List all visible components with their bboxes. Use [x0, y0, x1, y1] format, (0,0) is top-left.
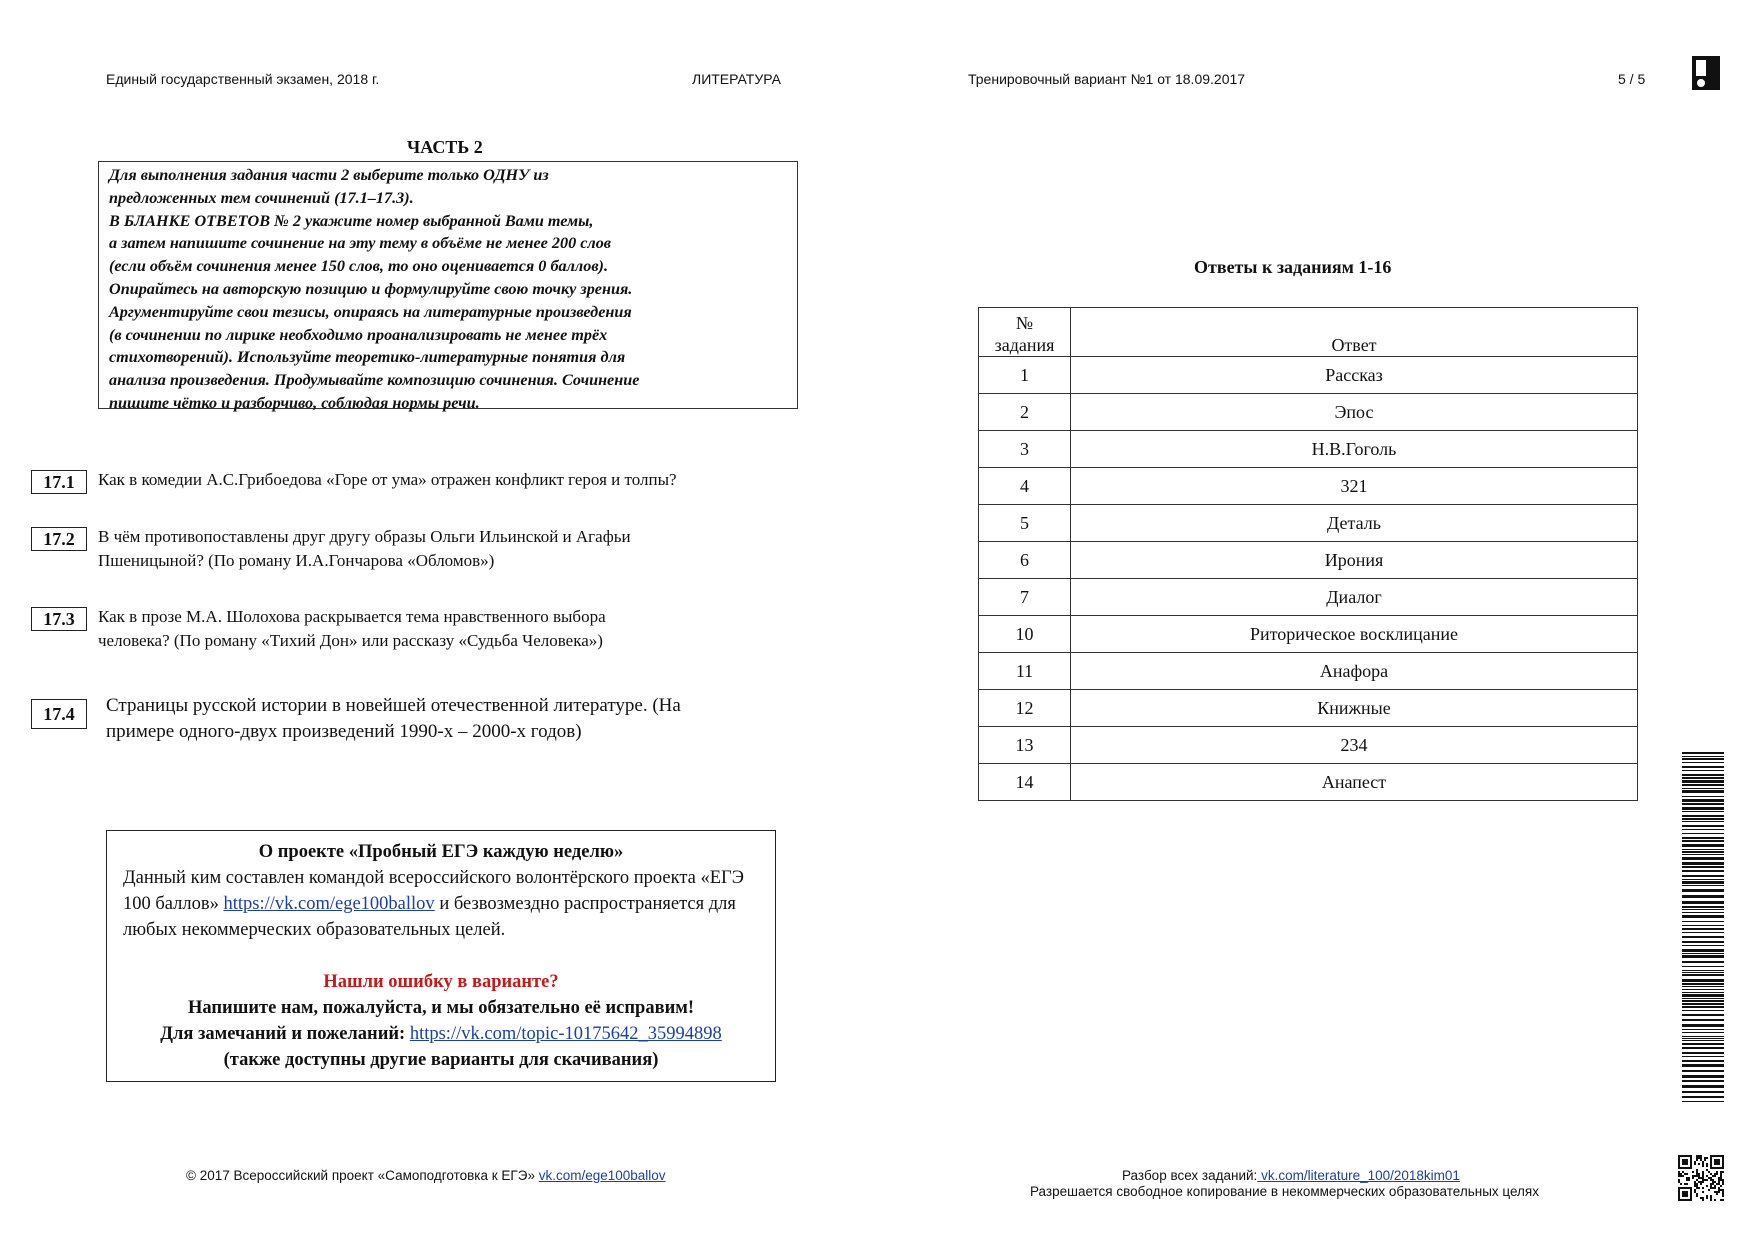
task-number-cell: 3 — [979, 431, 1071, 468]
table-row — [979, 653, 1638, 690]
remarks-line — [123, 1021, 759, 1047]
table-header-row — [979, 308, 1638, 357]
barcode-icon — [1682, 752, 1724, 1102]
task-number: 17.2 — [31, 527, 87, 551]
task-number-cell: 12 — [979, 690, 1071, 727]
column-header-number-line: задания — [994, 335, 1055, 355]
instruction-line: Для выполнения задания части 2 выберите только ОДНУ из — [109, 166, 549, 184]
instruction-line: В БЛАНКЕ ОТВЕТОВ № 2 укажите номер выбранной Вами темы, — [109, 211, 594, 230]
task-text — [106, 693, 806, 745]
instructions-box — [98, 161, 798, 412]
task-number-cell: 7 — [979, 579, 1071, 616]
answer-cell: Риторическое восклицание — [1071, 616, 1638, 653]
task-line: В чём противопоставлены друг другу образы Ольги Ильинской и Агафьи — [98, 527, 631, 546]
write-us-text: Напишите нам, пожалуйста, и мы обязательно её исправим! — [188, 998, 694, 1018]
table-row — [979, 727, 1638, 764]
task-text — [98, 605, 798, 653]
instruction-line: предложенных тем сочинений (17.1–17.3). — [109, 188, 414, 207]
table-row — [979, 357, 1638, 394]
task-number-cell: 4 — [979, 468, 1071, 505]
analysis-label: Разбор всех заданий: — [1122, 1168, 1258, 1183]
copyright-text: © 2017 Всероссийский проект «Самоподготовка к ЕГЭ» — [186, 1168, 535, 1183]
answer-cell: 234 — [1071, 727, 1638, 764]
task-line: человека? (По роману «Тихий Дон» или рассказу «Судьба Человека») — [98, 631, 603, 650]
column-header-number-line: № — [1015, 313, 1034, 333]
header-page-number: 5 / 5 — [1618, 71, 1646, 87]
table-row — [979, 394, 1638, 431]
task-text — [98, 525, 798, 573]
task-number-cell: 2 — [979, 394, 1071, 431]
answer-cell: Книжные — [1071, 690, 1638, 727]
task-number-cell: 6 — [979, 542, 1071, 579]
task-line: Как в прозе М.А. Шолохова раскрывается тема нравственного выбора — [98, 607, 606, 626]
task-number: 17.3 — [31, 607, 87, 631]
answers-title: Ответы к заданиям 1-16 — [1194, 257, 1392, 277]
error-question: Нашли ошибку в варианте? — [323, 972, 559, 992]
instruction-line: (если объём сочинения менее 150 слов, то оно оценивается 0 баллов). — [109, 257, 608, 276]
task-number-cell: 5 — [979, 505, 1071, 542]
topic-link[interactable]: https://vk.com/topic-10175642_35994898 — [409, 1024, 722, 1044]
answer-cell: Анапест — [1071, 764, 1638, 801]
about-title: О проекте «Пробный ЕГЭ каждую неделю» — [258, 842, 624, 862]
about-text: Данный ким составлен командой всероссийского волонтёрского проекта «ЕГЭ 100 баллов» — [123, 868, 744, 914]
answers-table — [978, 307, 1638, 801]
task-line: Пшеницыной? (По роману И.А.Гончарова «Обломов») — [98, 551, 495, 570]
copyright-link[interactable]: vk.com/ege100ballov — [538, 1168, 666, 1183]
table-row — [979, 468, 1638, 505]
task-line: Как в комедии А.С.Грибоедова «Горе от ума» отражен конфликт героя и толпы? — [98, 470, 677, 489]
project-link[interactable]: https://vk.com/ege100ballov — [223, 894, 435, 914]
task-text — [98, 468, 798, 492]
answer-cell: Деталь — [1071, 505, 1638, 542]
answer-cell: 321 — [1071, 468, 1638, 505]
table-row — [979, 431, 1638, 468]
answer-cell: Анафора — [1071, 653, 1638, 690]
task-number-cell: 10 — [979, 616, 1071, 653]
instruction-line: а затем напишите сочинение на эту тему в объёме не менее 200 слов — [109, 234, 612, 253]
task-number-cell: 11 — [979, 653, 1071, 690]
table-row — [979, 542, 1638, 579]
task-number-cell: 13 — [979, 727, 1071, 764]
header-exam: Единый государственный экзамен, 2018 г. — [106, 71, 380, 87]
answer-cell: Н.В.Гоголь — [1071, 431, 1638, 468]
table-row — [979, 690, 1638, 727]
task-number-cell: 1 — [979, 357, 1071, 394]
about-project-box — [106, 830, 776, 1082]
footer-copyright — [186, 1168, 666, 1183]
table-row — [979, 505, 1638, 542]
task-number: 17.1 — [31, 470, 87, 494]
column-header-number — [979, 308, 1071, 357]
corner-marker-icon — [1692, 56, 1720, 90]
also-available-text: (также доступны другие варианты для скачивания) — [223, 1050, 659, 1070]
about-text: и безвозмездно распространяется для любых некоммерческих образовательных целей. — [123, 894, 736, 940]
instruction-line: (в сочинении по лирике необходимо проанализировать не менее трёх — [109, 325, 608, 344]
part-title: ЧАСТЬ 2 — [407, 137, 483, 157]
instruction-line: Аргументируйте свои тезисы, опираясь на литературные произведения — [109, 302, 632, 321]
header-variant: Тренировочный вариант №1 от 18.09.2017 — [968, 71, 1246, 87]
qr-code-icon — [1678, 1155, 1724, 1201]
instruction-line: пишите чётко и разборчиво, соблюдая нормы речи. — [109, 393, 480, 412]
answer-cell: Диалог — [1071, 579, 1638, 616]
task-number: 17.4 — [31, 699, 87, 729]
footer-analysis — [1122, 1168, 1460, 1183]
footer-license: Разрешается свободное копирование в некоммерческих образовательных целях — [1030, 1184, 1539, 1199]
about-description — [123, 865, 759, 943]
instruction-line: Опирайтесь на авторскую позицию и формулируйте свою точку зрения. — [109, 279, 633, 298]
task-line: Страницы русской истории в новейшей отечественной литературе. (На — [106, 695, 681, 716]
analysis-link[interactable]: vk.com/literature_100/2018kim01 — [1257, 1168, 1460, 1183]
task-number-cell: 14 — [979, 764, 1071, 801]
answer-cell: Эпос — [1071, 394, 1638, 431]
table-row — [979, 764, 1638, 801]
column-header-answer: Ответ — [1071, 308, 1638, 357]
table-row — [979, 616, 1638, 653]
instruction-line: стихотворений). Используйте теоретико-литературные понятия для — [109, 348, 626, 367]
answer-cell: Ирония — [1071, 542, 1638, 579]
remarks-label: Для замечаний и пожеланий: — [160, 1024, 406, 1044]
task-line: примере одного-двух произведений 1990-х – 2000-х годов) — [106, 721, 582, 742]
table-row — [979, 579, 1638, 616]
instruction-line: анализа произведения. Продумывайте композицию сочинения. Сочинение — [109, 371, 640, 390]
answer-cell: Рассказ — [1071, 357, 1638, 394]
header-subject: ЛИТЕРАТУРА — [692, 71, 781, 87]
